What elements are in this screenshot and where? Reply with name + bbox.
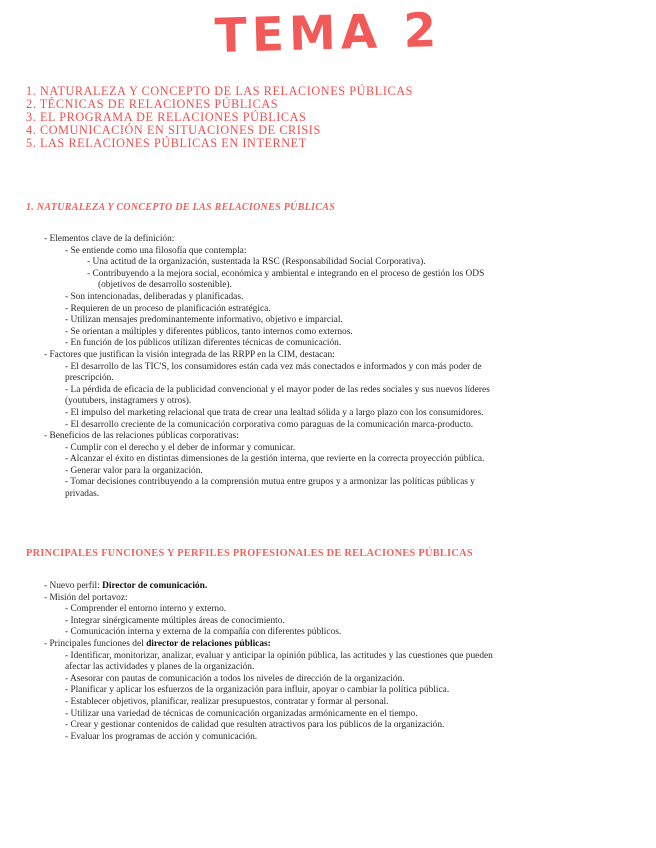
list-item: - Contribuyendo a la mejora social, económica y ambiental e integrando en el proceso de gestión los ODS — [87, 268, 485, 279]
list-item: - Alcanzar el éxito en distintas dimensiones de la gestión interna, que revierte en la correcta proyección pública. — [65, 454, 485, 465]
list-item: - Factores que justifican la visión integrada de las RRPP en la CIM, destacan: — [44, 349, 335, 360]
list-item-continuation: (youtubers, instagramers y otros). — [65, 396, 192, 407]
page-title: TEMA 2 — [214, 3, 442, 64]
list-item-continuation: afectar las actividades y planes de la organización. — [65, 662, 255, 673]
list-item: - Asesorar con pautas de comunicación a todos los niveles de dirección de la organización. — [65, 673, 405, 684]
list-item: - Planificar y aplicar los esfuerzos de la organización para influir, apoyar o cambiar la política pública. — [65, 685, 450, 696]
list-item: - En función de los públicos utilizan diferentes técnicas de comunicación. — [65, 338, 342, 349]
list-item: - Utilizan mensajes predominantemente informativo, objetivo e imparcial. — [65, 315, 343, 326]
list-item: - Establecer objetivos, planificar, realizar presupuestos, contratar y formar al personal. — [65, 696, 389, 707]
toc-item: 4. COMUNICACIÓN EN SITUACIONES DE CRISIS — [26, 123, 321, 137]
funciones-label: - Principales funciones del — [44, 638, 147, 649]
section-2-heading: PRINCIPALES FUNCIONES Y PERFILES PROFESIONALES DE RELACIONES PÚBLICAS — [26, 548, 473, 559]
list-item: - Una actitud de la organización, sustentada la RSC (Responsabilidad Social Corporativa). — [87, 257, 426, 268]
list-item: - Comunicación interna y externa de la compañía con diferentes públicos. — [65, 627, 342, 638]
list-item: - Beneficios de las relaciones públicas corporativas: — [44, 431, 239, 442]
list-item-continuation: (objetivos de desarrollo sostenible). — [98, 280, 232, 291]
section-2-body — [44, 581, 610, 743]
table-of-contents — [26, 85, 626, 150]
toc-item: 1. NATURALEZA Y CONCEPTO DE LAS RELACIONES PÚBLICAS — [26, 84, 413, 98]
list-item: - El desarrollo de las TIC'S, los consumidores están cada vez más conectados e informados y con más poder de — [65, 361, 482, 372]
toc-item: 2. TÉCNICAS DE RELACIONES PÚBLICAS — [26, 97, 279, 111]
list-item: - Requieren de un proceso de planificación estratégica. — [65, 303, 271, 314]
funciones-value: director de relaciones públicas: — [146, 638, 271, 649]
list-item: - Cumplir con el derecho y el deber de informar y comunicar. — [65, 442, 296, 453]
list-item — [44, 639, 610, 651]
list-item: - Son intencionadas, deliberadas y planificadas. — [65, 291, 244, 302]
section-1-body — [44, 234, 610, 501]
list-item: - Elementos clave de la definición: — [44, 234, 175, 244]
list-item — [44, 581, 610, 593]
list-item: - Comprender el entorno interno y externo. — [65, 604, 227, 615]
toc-item: 3. EL PROGRAMA DE RELACIONES PÚBLICAS — [26, 110, 307, 124]
toc-item: 5. LAS RELACIONES PÚBLICAS EN INTERNET — [26, 136, 307, 150]
list-item: - El impulso del marketing relacional que trata de crear una lealtad sólida y a largo plazo con los consumidores. — [65, 407, 484, 418]
list-item: - Misión del portavoz: — [44, 592, 128, 603]
list-item: - Evaluar los programas de acción y comunicación. — [65, 731, 258, 742]
nuevo-perfil-value: Director de comunicación. — [102, 581, 208, 591]
nuevo-perfil-label: - Nuevo perfil: — [44, 581, 103, 591]
list-item: - Tomar decisiones contribuyendo a la comprensión mutua entre grupos y a armonizar las políticas públicas y — [65, 477, 475, 488]
list-item: - El desarrollo creciente de la comunicación corporativa como paraguas de la comunicación marca-producto. — [65, 419, 474, 430]
list-item: - Integrar sinérgicamente múltiples áreas de conocimiento. — [65, 615, 285, 626]
list-item: - Se orientan a múltiples y diferentes públicos, tanto internos como externos. — [65, 326, 353, 337]
list-item: - Identificar, monitorizar, analizar, evaluar y anticipar la opinión pública, las actitudes y las cuestiones que pueden — [65, 650, 493, 661]
list-item: - Se entiende como una filosofía que contempla: — [65, 245, 247, 256]
list-item-continuation: prescripción. — [65, 373, 114, 384]
list-item: - Utilizar una variedad de técnicas de comunicación organizadas armónicamente en el tiempo. — [65, 708, 418, 719]
list-item: - Crear y gestionar contenidos de calidad que resulten atractivos para los públicos de la organización. — [65, 720, 445, 731]
list-item-continuation: privadas. — [65, 489, 100, 500]
list-item: - Generar valor para la organización. — [65, 465, 203, 476]
section-1-heading: 1. NATURALEZA Y CONCEPTO DE LAS RELACIONES PÚBLICAS — [26, 202, 336, 213]
list-item: - La pérdida de eficacia de la publicidad convencional y el mayor poder de las redes sociales y sus nuevos líderes — [65, 384, 490, 395]
